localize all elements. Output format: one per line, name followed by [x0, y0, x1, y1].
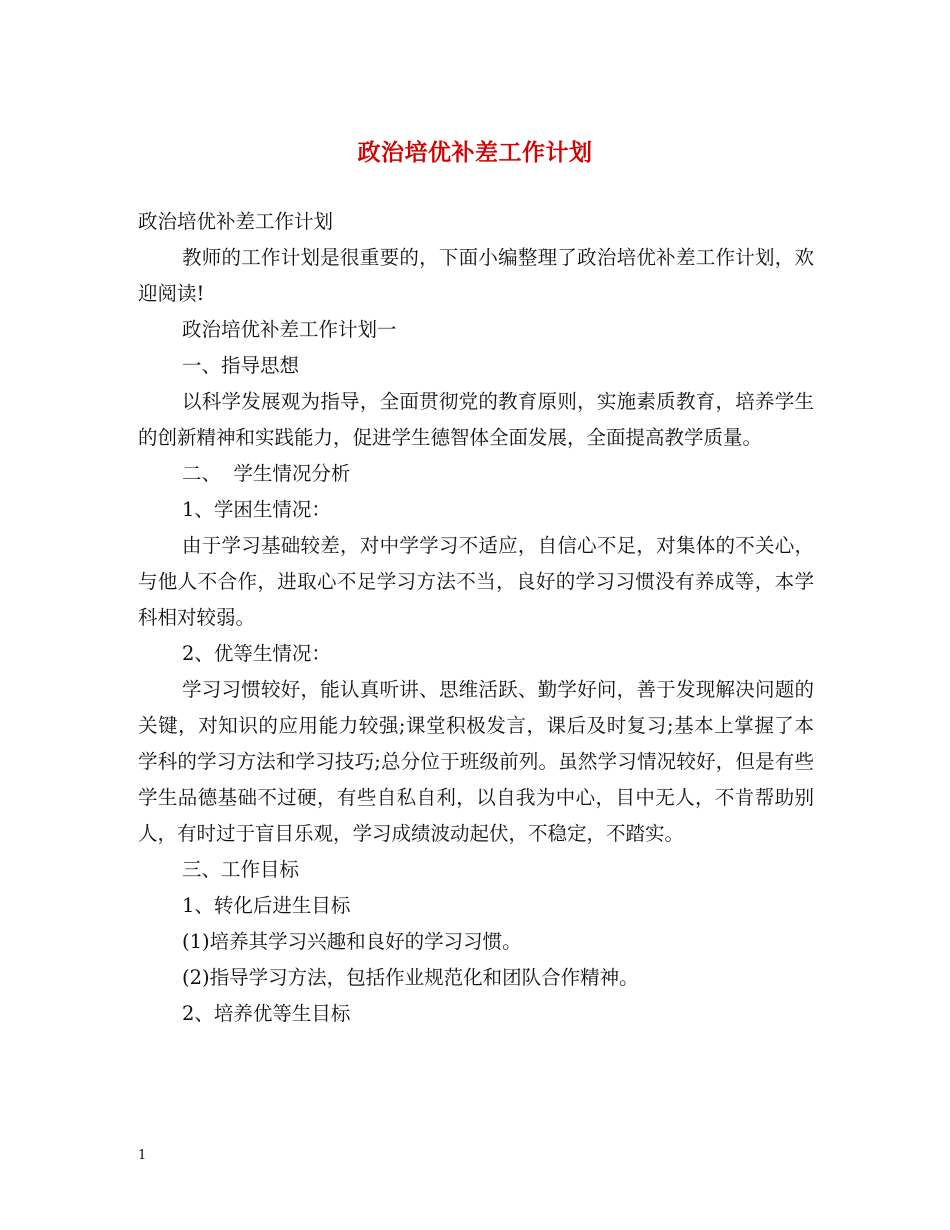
- section-heading: 政治培优补差工作计划一: [182, 318, 397, 341]
- paragraph: 学习习惯较好，能认真听讲、思维活跃、勤学好问，善于发现解决问题的关键，对知识的应用能力较强;课堂积极发言，课后及时复习;基本上掌握了本学科的学习方法和学习技巧;总分位于班级前列。虽然学习情况较好，但是有些学生品德基础不过硬，有些自私自利，以自我为中心，目中无人，不肯帮助别人，有时过于盲目乐观，学习成绩波动起伏，不稳定，不踏实。: [138, 678, 814, 845]
- subsection-heading: 2、培养优等生目标: [182, 1002, 351, 1025]
- document-title: 政治培优补差工作计划: [357, 139, 593, 166]
- section-heading: 三、工作目标: [182, 858, 300, 881]
- document-body: [138, 204, 814, 1032]
- list-item: (1)培养其学习兴趣和良好的学习习惯。: [182, 930, 522, 953]
- list-item: (2)指导学习方法，包括作业规范化和团队合作精神。: [182, 966, 639, 989]
- page-number: 1: [138, 1148, 147, 1163]
- subsection-heading: 2、优等生情况：: [182, 642, 331, 665]
- paragraph: 政治培优补差工作计划: [138, 210, 334, 233]
- paragraph: 教师的工作计划是很重要的，下面小编整理了政治培优补差工作计划，欢迎阅读!: [138, 246, 814, 305]
- section-heading: 二、 学生情况分析: [182, 462, 351, 485]
- paragraph: 以科学发展观为指导，全面贯彻党的教育原则，实施素质教育，培养学生的创新精神和实践能力，促进学生德智体全面发展，全面提高教学质量。: [138, 390, 814, 449]
- subsection-heading: 1、转化后进生目标: [182, 894, 351, 917]
- paragraph: 由于学习基础较差，对中学学习不适应，自信心不足，对集体的不关心，与他人不合作，进取心不足学习方法不当，良好的学习习惯没有养成等，本学科相对较弱。: [138, 534, 814, 629]
- subsection-heading: 1、学困生情况：: [182, 498, 331, 521]
- section-heading: 一、指导思想: [182, 354, 300, 377]
